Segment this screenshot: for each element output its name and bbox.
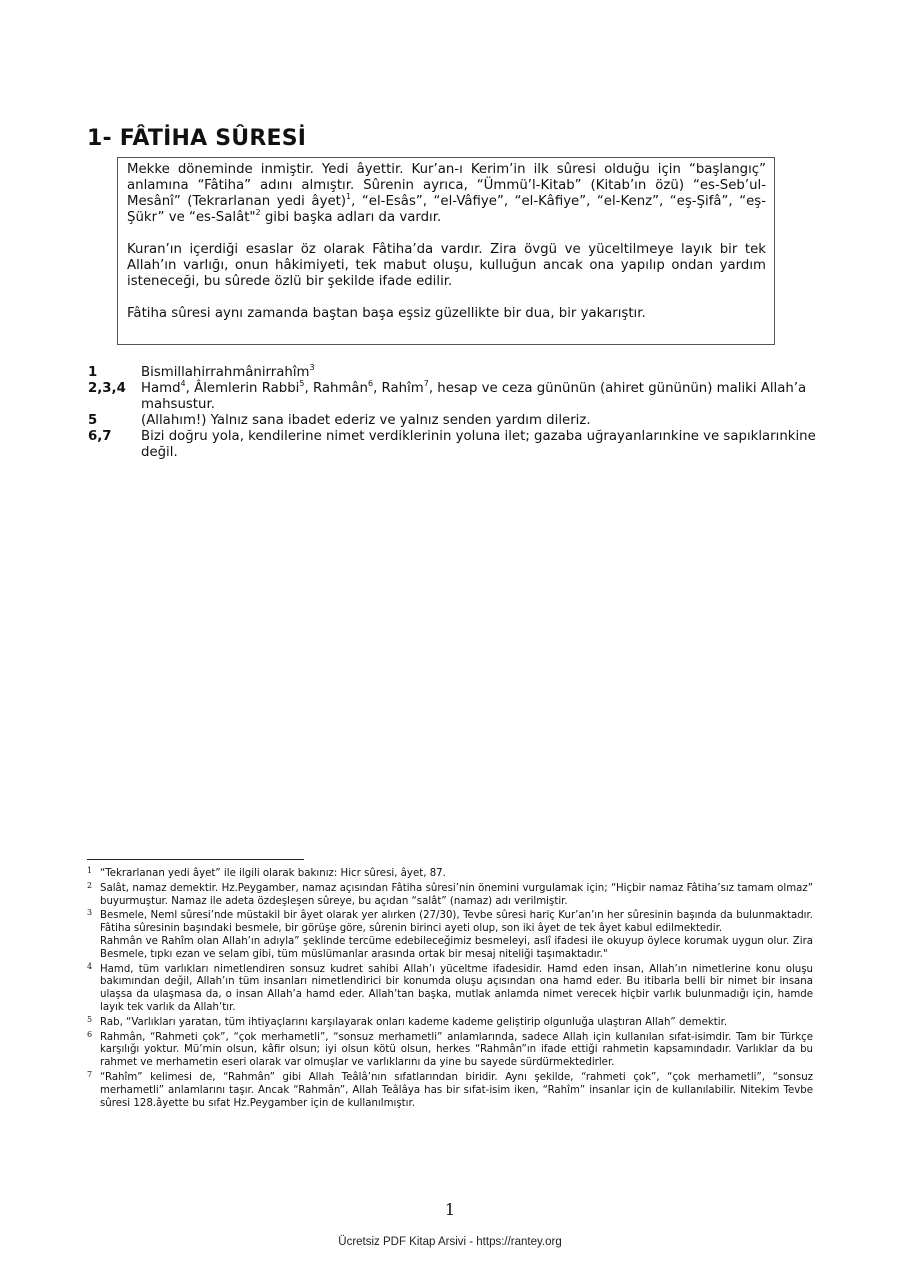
footnote xyxy=(87,1029,813,1070)
footnote-text xyxy=(100,910,813,961)
footnote-paragraph: “Rahîm” kelimesi de, “Rahmân” gibi Allah Teâlâ’nın sıfatlarından biridir. Aynı şekilde, “rahmeti çok”, “çok merhametli”, “sonsuz merhametli” anlamlarını taşır. Ancak “Rahmân”, Allah Teâlâya has bir sıfat-isim iken, “Rahîm” insanlar için de kullanılabilir. Nitekim Tevbe sûresi 128.âyette bu sıfat Hz.Peygamber için de kullanılmıştır. xyxy=(100,1071,813,1109)
verse-number: 1 xyxy=(88,365,98,380)
footnote xyxy=(87,868,813,881)
page-number: 1 xyxy=(444,1200,456,1219)
intro-text: gibi başka adları da vardır. xyxy=(260,210,442,225)
verse-row xyxy=(88,429,818,461)
footnote-text xyxy=(100,868,813,881)
footnote-number: 3 xyxy=(87,908,93,918)
footnote-ref[interactable]: 7 xyxy=(423,378,429,388)
footnote-paragraph: Rahmân ve Rahîm olan Allah’ın adıyla” şeklinde tercüme edebileceğimiz besmeleyi, aslî ifadesi ile okuyup öylece korumak uygun olur. Zira Besmele, tıpkı ezan ve selam gibi, tüm müslümanlar arasında ortak bir mesaj niteliği taşımaktadır." xyxy=(100,935,813,960)
footnote-number: 2 xyxy=(87,880,93,890)
footnote-number: 1 xyxy=(87,866,93,875)
intro-paragraph-3: Fâtiha sûresi aynı zamanda baştan başa eşsiz güzellikte bir dua, bir yakarıştır. xyxy=(127,306,646,321)
footnote-text xyxy=(100,883,813,909)
footnote-text xyxy=(100,1032,813,1070)
footnote-ref[interactable]: 4 xyxy=(180,378,186,388)
verse-row xyxy=(88,378,818,413)
verse-row xyxy=(88,362,818,381)
footnote xyxy=(87,961,813,1015)
footnote-number: 4 xyxy=(87,961,93,971)
intro-text: Mekke döneminde inmiştir. Yedi âyettir. Kur’an-ı Kerim’in ilk sûresi olduğu için “başlangıç” anlamına “Fâtiha” adını almıştır. Sûrenin ayrıca, “Ümmü’l-Kitab” (Kitab’ın özü) “es-Seb’ul-Mesânî” (Tekrarlanan yedi âyet) xyxy=(127,162,766,209)
verse-text-segment: (Allahım!) Yalnız sana ibadet ederiz ve yalnız senden yardım dileriz. xyxy=(141,413,591,428)
footnote-ref[interactable]: 6 xyxy=(368,378,374,388)
footnote-text xyxy=(100,964,813,1015)
footnote-paragraph: “Tekrarlanan yedi âyet” ile ilgili olarak bakınız: Hicr sûresi, âyet, 87. xyxy=(100,868,446,879)
footnote-text xyxy=(100,1072,813,1110)
footnote-paragraph: Besmele, Neml sûresi’nde müstakil bir âyet olarak yer alırken (27/30), Tevbe sûresi hariç Kur’an’ın her sûresinin başında da bulunmaktadır. Fâtiha sûresinin başındaki besmele, bir görüşe göre, sûrenin birinci ayeti olup, son iki âyet de tek âyet kabul edilmektedir. xyxy=(100,910,813,935)
footnote-ref[interactable]: 1 xyxy=(346,191,352,201)
verse-number: 5 xyxy=(88,413,98,428)
footnote-ref[interactable]: 3 xyxy=(309,362,315,372)
footnote xyxy=(87,1069,813,1110)
footnote-paragraph: Salât, namaz demektir. Hz.Peygamber, namaz açısından Fâtiha sûresi’nin önemini vurgulamak için; “Hiçbir namaz Fâtiha’sız tamam olmaz” buyurmuştur. Namaz ile adeta özdeşleşen sûreye, bu açıdan “salât” (namaz) adı verilmiştir. xyxy=(100,882,813,907)
footnote-number: 5 xyxy=(87,1014,93,1024)
footnote-paragraph: Rab, “Varlıkları yaratan, tüm ihtiyaçlarını karşılayarak onları kademe kademe geliştirip olgunluğa ulaştıran Allah” demektir. xyxy=(100,1016,728,1028)
verse-text xyxy=(141,378,818,413)
footnote-ref[interactable]: 2 xyxy=(255,207,261,217)
verse-row xyxy=(88,413,818,429)
surah-intro-box xyxy=(117,157,775,345)
footnote-list xyxy=(87,868,813,1112)
footnote-divider xyxy=(87,859,304,860)
footnote-number: 6 xyxy=(87,1029,93,1039)
verse-text xyxy=(141,429,818,461)
verse-text-segment: Bismillahirrahmânirrahîm xyxy=(141,365,310,380)
footnote-ref[interactable]: 5 xyxy=(299,378,305,388)
intro-text: , “el-Esâs”, “el-Vâfiye”, “el-Kâfiye”, “el-Kenz”, “eş-Şifâ”, “eş-Şükr” ve “es-Salât" xyxy=(127,194,766,225)
verse-number: 2,3,4 xyxy=(88,381,126,396)
verse-list xyxy=(88,362,818,461)
footnote-paragraph: Rahmân, “Rahmeti çok”, “çok merhametli”, “sonsuz merhametli” anlamlarında, sadece Allah için kullanılan sıfat-isimdir. Tam bir Türkçe karşılığı yoktur. Mü’min olsun, kâfir olsun; iyi olsun kötü olsun, herkes “Rahmân”ın ifade ettiği rahmetin kapsamındadır. Varlıklar da bu rahmet ve merhametin eseri olarak var olmuşlar ve varlıklarını da yine bu sayede sürdürmektedirler. xyxy=(100,1031,813,1069)
verse-text xyxy=(141,413,818,429)
intro-paragraph-2: Kuran’ın içerdiği esaslar öz olarak Fâtiha’da vardır. Zira övgü ve yüceltilmeye layık bir tek Allah’ın varlığı, onun hâkimiyeti, tek mabut oluşu, kulluğun ancak ona yapılıp ondan yardım isteneceği, bu sûrede özlü bir şekilde ifade edilir. xyxy=(127,242,766,289)
footnote-number: 7 xyxy=(87,1069,93,1079)
verse-text-segment: Hamd xyxy=(141,381,181,396)
intro-paragraph-1 xyxy=(127,162,766,226)
footnote xyxy=(87,910,813,961)
verse-text-segment: , Rahîm xyxy=(373,381,424,396)
verse-number: 6,7 xyxy=(88,429,112,444)
verse-text xyxy=(141,362,818,381)
verse-text-segment: , hesap ve ceza gününün (ahiret gününün) maliki Allah’a mahsustur. xyxy=(141,381,807,412)
footnote-paragraph: Hamd, tüm varlıkları nimetlendiren sonsuz kudret sahibi Allah’ı yüceltme ifadesidir. Hamd eden insan, Allah’ın nimetlerine konu oluşu bakımından değil, Allah’ın tüm insanları nimetlendirici bir konumda oluşu açısından ona hamd eder. Bu itibarla belli bir nimet bir insana ulaşsa da ulaşmasa da, o insan Allah’a hamd eder. Allah’tan başka, mutlak anlamda nimet verecek hiçbir varlık bulunmadığı için, hamde layık tek varlık da Allah’tır. xyxy=(100,963,813,1013)
footer-source: Ücretsiz PDF Kitap Arsivi - https://rantey.org xyxy=(338,1236,562,1248)
verse-text-segment: , Âlemlerin Rabbi xyxy=(185,381,300,396)
footnote xyxy=(87,1014,813,1030)
footnote xyxy=(87,880,813,909)
page-title: 1- FÂTİHA SÛRESİ xyxy=(87,126,307,151)
verse-text-segment: , Rahmân xyxy=(304,381,368,396)
verse-text-segment: Bizi doğru yola, kendilerine nimet verdiklerinin yoluna ilet; gazaba uğrayanlarınkine ve sapıklarınkine değil. xyxy=(141,429,816,460)
footnote-text xyxy=(100,1017,813,1030)
